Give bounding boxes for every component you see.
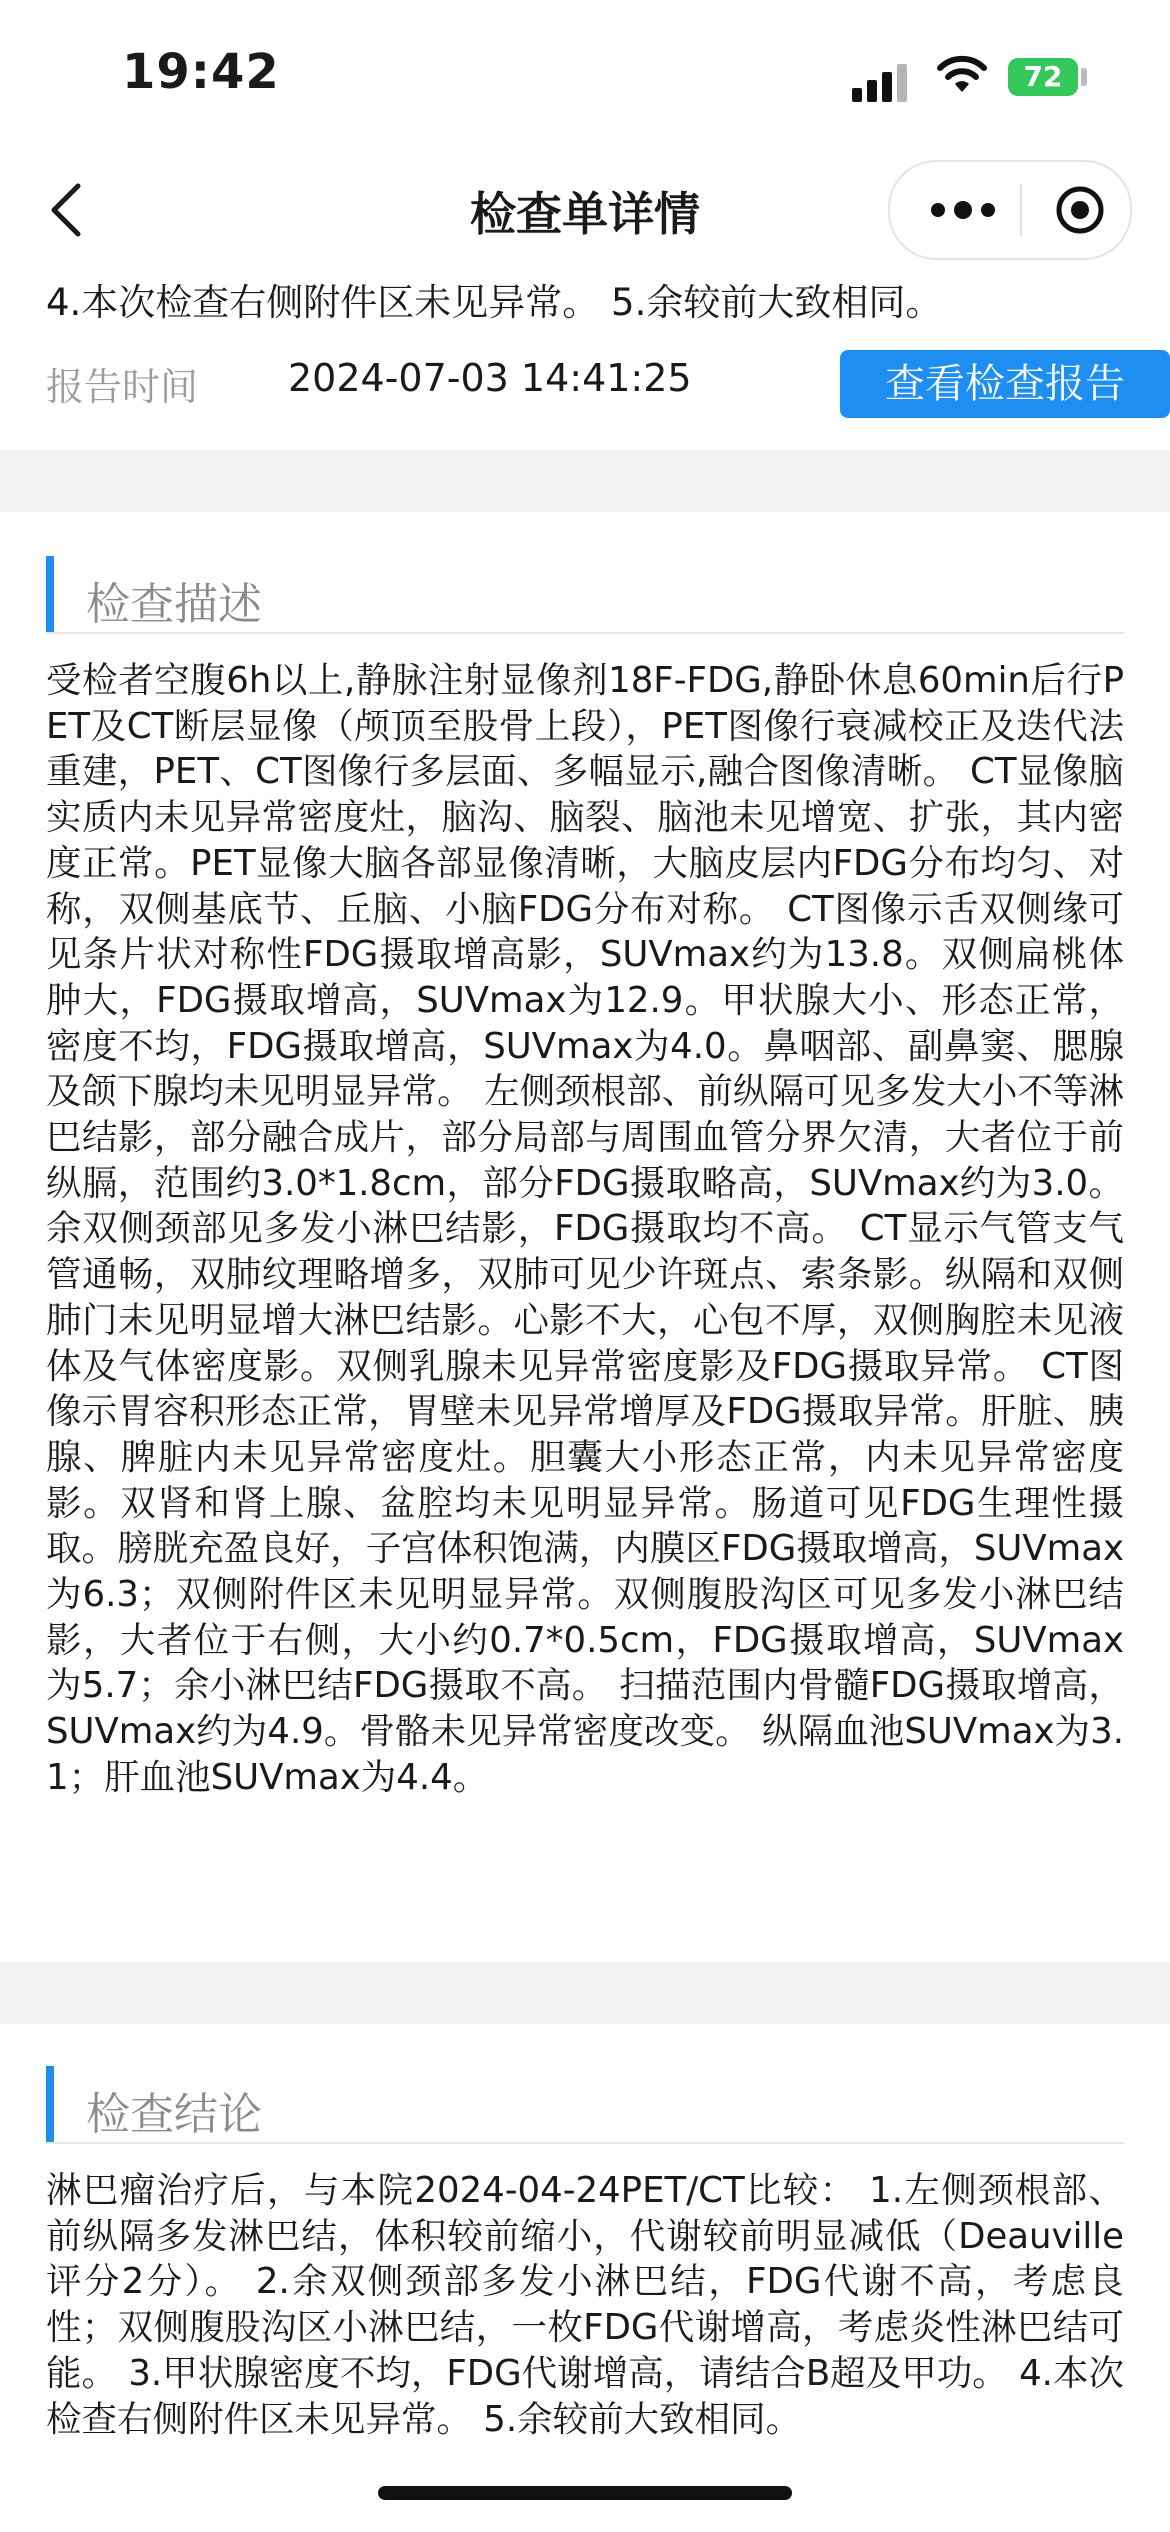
- status-time: 19:42: [122, 44, 280, 100]
- report-time-row: [46, 350, 1126, 420]
- home-indicator: [378, 2486, 792, 2500]
- close-program-icon[interactable]: [1054, 184, 1106, 236]
- summary-conclusion-tail: 4.本次检查右侧附件区未见异常。 5.余较前大致相同。: [46, 281, 943, 324]
- description-body: 受检者空腹6h以上,静脉注射显像剂18F-FDG,静卧休息60min后行PET及CT断层显像（颅顶至股骨上段），PET图像行衰减校正及迭代法重建，PET、CT图像行多层面、多幅显示,融合图像清晰。 CT显像脑实质内未见异常密度灶，脑沟、脑裂、脑池未见增宽、扩张，其内密度正常。PET显像大脑各部显像清晰，大脑皮层内FDG分布均匀、对称，双侧基底节、丘脑、小脑FDG分布对称。 CT图像示舌双侧缘可见条片状对称性FDG摄取增高影，SUVmax约为13.8。双侧扁桃体肿大，FDG摄取增高，SUVmax为12.9。甲状腺大小、形态正常，密度不均，FDG摄取增高，SUVmax为4.0。鼻咽部、副鼻窦、腮腺及颌下腺均未见明显异常。 左侧颈根部、前纵隔可见多发大小不等淋巴结影，部分融合成片，部分局部与周围血管分界欠清，大者位于前纵膈，范围约3.0*1.8cm，部分FDG摄取略高，SUVmax约为3.0。余双侧颈部见多发小淋巴结影，FDG摄取均不高。 CT显示气管支气管通畅，双肺纹理略增多，双肺可见少许斑点、索条影。纵隔和双侧肺门未见明显增大淋巴结影。心影不大，心包不厚，双侧胸腔未见液体及气体密度影。双侧乳腺未见异常密度影及FDG摄取异常。 CT图像示胃容积形态正常，胃壁未见异常增厚及FDG摄取异常。肝脏、胰腺、脾脏内未见异常密度灶。胆囊大小形态正常，内未见异常密度影。双肾和肾上腺、盆腔均未见明显异常。肠道可见FDG生理性摄取。膀胱充盈良好，子宫体积饱满，内膜区FDG摄取增高，SUVmax为6.3；双侧附件区未见明显异常。双侧腹股沟区可见多发小淋巴结影，大者位于右侧，大小约0.7*0.5cm，FDG摄取增高，SUVmax为5.7；余小淋巴结FDG摄取不高。 扫描范围内骨髓FDG摄取增高，SUVmax约为4.9。骨骼未见异常密度改变。 纵隔血池SUVmax为3.1；肝血池SUVmax为4.4。: [46, 660, 1124, 1798]
- section-gap: [0, 450, 1170, 512]
- cellular-signal-icon: [852, 62, 912, 102]
- page-title: 检查单详情: [470, 187, 700, 241]
- report-time-value: 2024-07-03 14:41:25: [288, 356, 692, 400]
- conclusion-title: 检查结论: [86, 2089, 262, 2140]
- section-accent-bar: [46, 556, 54, 632]
- more-options-icon[interactable]: [928, 200, 998, 220]
- conclusion-section-header: [46, 2066, 1124, 2144]
- capsule-divider: [1020, 184, 1022, 236]
- view-report-button[interactable]: 查看检查报告: [840, 350, 1170, 418]
- battery-level: 72: [1023, 60, 1063, 93]
- section-accent-bar: [46, 2066, 54, 2142]
- section-gap: [0, 1962, 1170, 2024]
- battery-icon: [1008, 58, 1078, 96]
- conclusion-body: 淋巴瘤治疗后，与本院2024-04-24PET/CT比较： 1.左侧颈根部、前纵隔多发淋巴结，体积较前缩小，代谢较前明显减低（Deauville评分2分）。 2.余双侧颈部多发小淋巴结，FDG代谢不高，考虑良性；双侧腹股沟区小淋巴结，一枚FDG代谢增高，考虑炎性淋巴结可能。 3.甲状腺密度不均，FDG代谢增高，请结合B超及甲功。 4.本次检查右侧附件区未见异常。 5.余较前大致相同。: [46, 2170, 1124, 2440]
- report-time-label: 报告时间: [46, 365, 199, 409]
- status-bar: [0, 0, 1170, 150]
- wifi-icon: [935, 52, 989, 96]
- description-section-header: [46, 556, 1124, 634]
- mini-program-capsule: [888, 160, 1132, 260]
- battery-cap: [1081, 68, 1087, 86]
- nav-bar: [0, 150, 1170, 270]
- description-title: 检查描述: [86, 579, 262, 630]
